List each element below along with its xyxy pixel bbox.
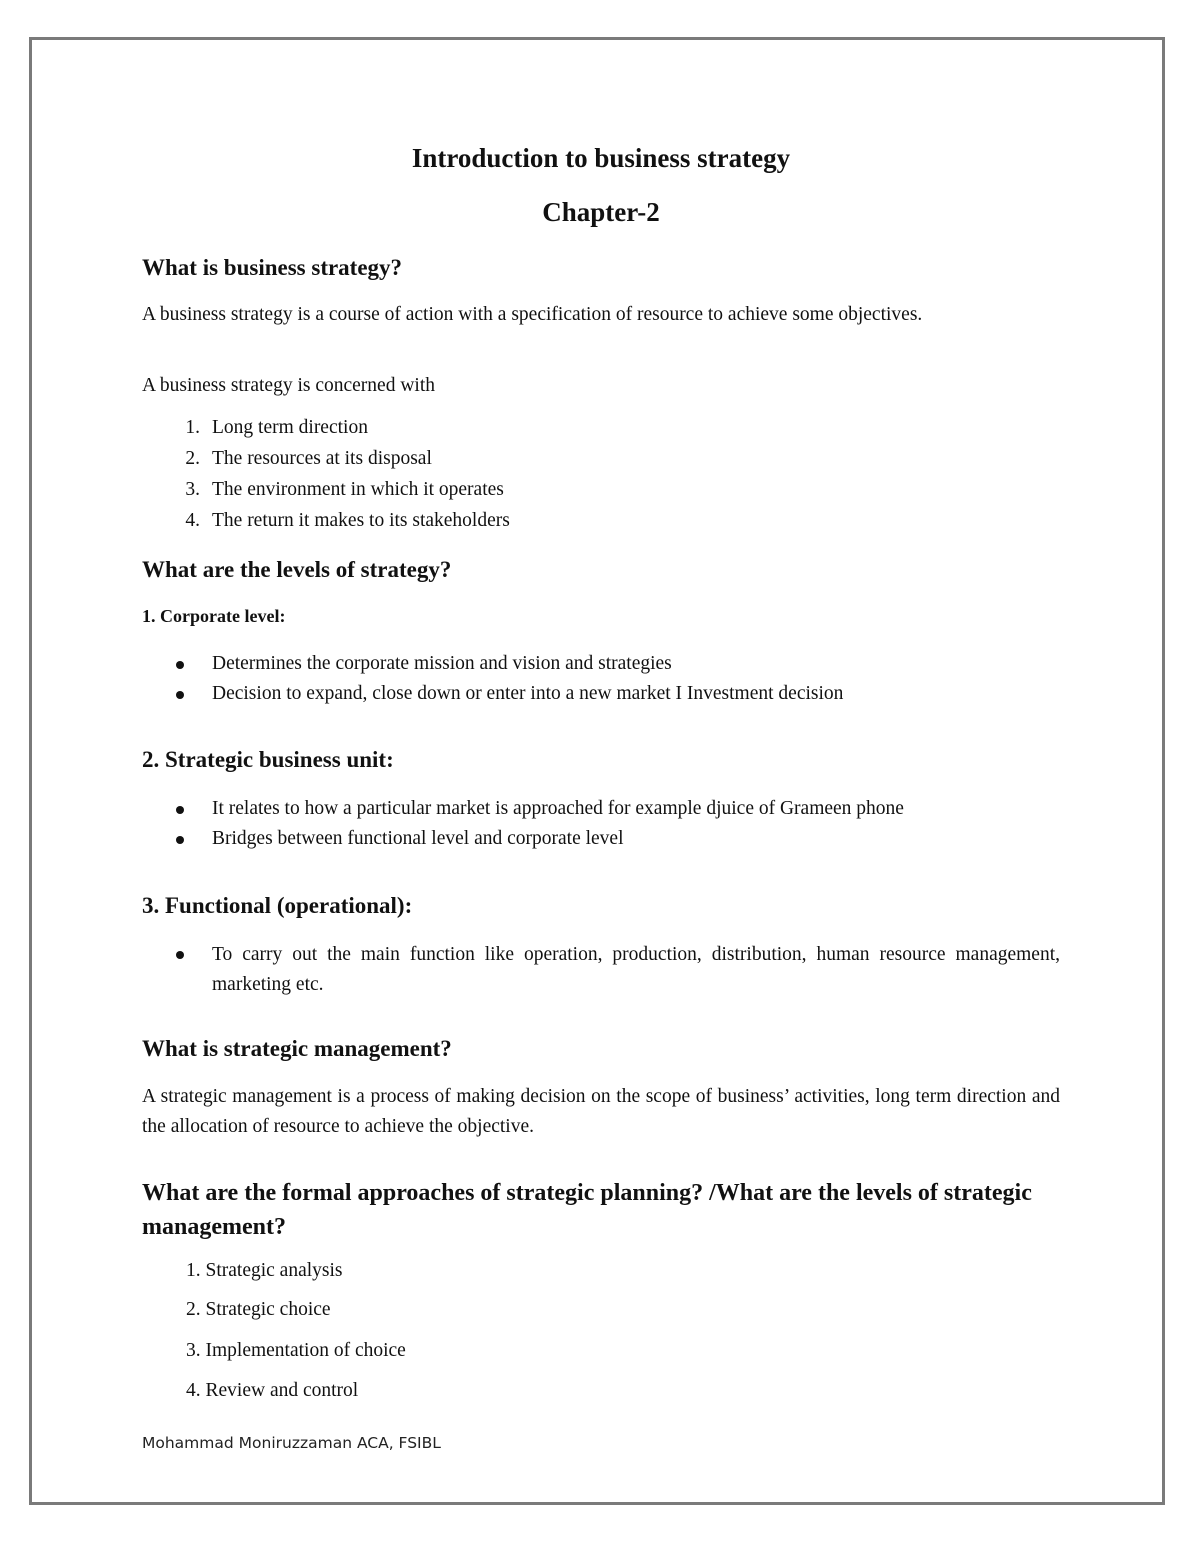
heading-what-is-strategic-management: What is strategic management? — [142, 1036, 452, 1061]
bullet-text: To carry out the main function like operation, production, distribution, human resource management, marketing etc. — [212, 944, 1060, 995]
heading-formal-approaches: What are the formal approaches of strategic planning? /What are the levels of strategic management? — [142, 1180, 1032, 1240]
heading-corporate-level: 1. Corporate level: — [142, 606, 286, 626]
heading-levels-of-strategy: What are the levels of strategy? — [142, 557, 452, 582]
list-item-number: 3. — [185, 479, 200, 500]
list-item — [142, 476, 1060, 506]
page-footer: Mohammad Moniruzzaman ACA, FSIBL — [142, 1434, 441, 1452]
heading-what-is-business-strategy: What is business strategy? — [142, 255, 403, 280]
list-item — [142, 445, 1060, 475]
list-item-text: Long term direction — [212, 417, 368, 438]
list-item — [142, 414, 1060, 444]
list-item: 3. Implementation of choice — [186, 1340, 406, 1361]
bullet-text: Determines the corporate mission and vision and strategies — [212, 653, 672, 674]
list-item: 4. Review and control — [186, 1380, 359, 1401]
bullet-item — [142, 680, 1060, 710]
bullet-icon — [176, 836, 184, 844]
list-item-number: 2. — [185, 448, 200, 469]
list-item-number: 4. — [185, 510, 200, 531]
list-item-text: The return it makes to its stakeholders — [212, 510, 510, 531]
bullet-item — [142, 825, 1060, 855]
business-strategy-definition: A business strategy is a course of action with a specification of resource to achieve some objectives. — [142, 304, 923, 325]
concerned-with-intro: A business strategy is concerned with — [142, 375, 435, 396]
list-item: 2. Strategic choice — [186, 1299, 331, 1320]
chapter-title: Chapter-2 — [542, 197, 660, 227]
list-item-text: The resources at its disposal — [212, 448, 432, 469]
strategic-management-definition: A strategic management is a process of making decision on the scope of business’ activities, long term direction and the allocation of resource to achieve the objective. — [142, 1086, 1060, 1137]
bullet-item — [142, 940, 1060, 1000]
heading-strategic-business-unit: 2. Strategic business unit: — [142, 747, 394, 772]
bullet-text: It relates to how a particular market is approached for example djuice of Grameen phone — [212, 798, 904, 819]
bullet-icon — [176, 691, 184, 699]
bullet-item — [142, 795, 1060, 825]
list-item-text: The environment in which it operates — [212, 479, 504, 500]
bullet-icon — [176, 661, 184, 669]
document-title: Introduction to business strategy — [411, 143, 791, 173]
bullet-text: Decision to expand, close down or enter into a new market I Investment decision — [212, 683, 844, 704]
bullet-item — [142, 650, 1060, 680]
heading-functional-level: 3. Functional (operational): — [142, 893, 413, 918]
bullet-icon — [176, 806, 184, 814]
list-item — [142, 507, 1060, 537]
list-item: 1. Strategic analysis — [186, 1260, 343, 1281]
bullet-icon — [176, 951, 184, 959]
bullet-text: Bridges between functional level and corporate level — [212, 828, 624, 849]
list-item-number: 1. — [185, 417, 200, 438]
